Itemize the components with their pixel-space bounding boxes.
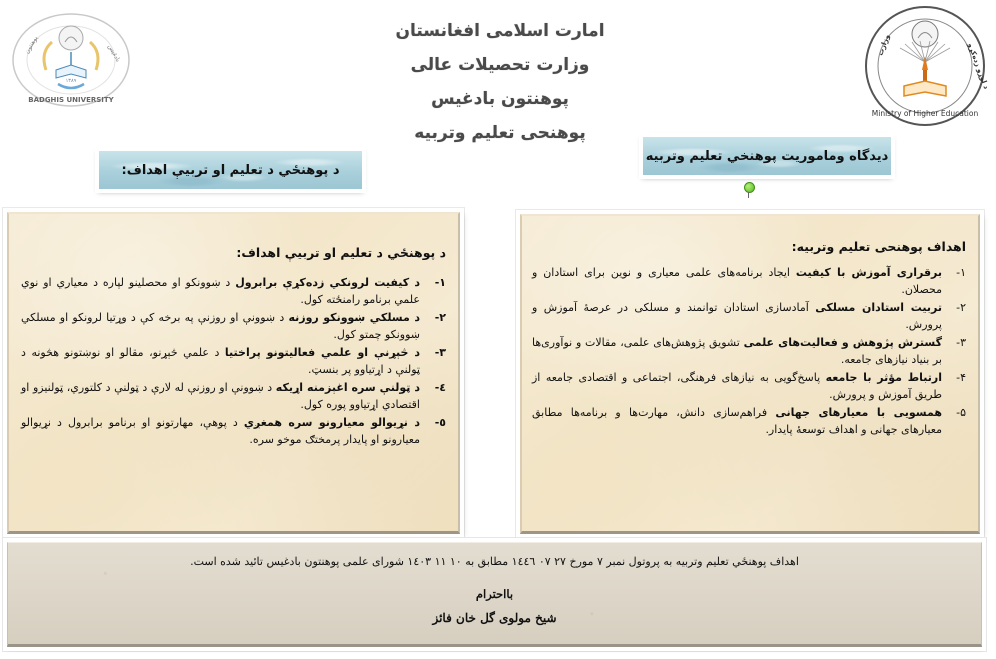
goal-number: ۳-: [956, 336, 966, 349]
connector-handle-icon[interactable]: [744, 182, 755, 193]
connector-line: [748, 192, 749, 198]
pashto-goals-title: د پوهنځي د تعلیم او تربیې اهداف:: [236, 245, 446, 260]
vision-mission-banner: [642, 136, 892, 176]
svg-text:۱۳۸۹: ۱۳۸۹: [65, 78, 77, 84]
list-item: [532, 369, 966, 403]
goal-description: د ښوونې او روزنې په برخه کې د وړتیا لرونکو او مسلکي ښوونکو چمتو کول.: [21, 311, 420, 341]
goal-number: ۱-: [956, 266, 966, 279]
goal-heading: برقراری آموزش با کیفیت: [795, 266, 942, 279]
goal-description: آمادسازی استادان توانمند و مسلکی در عرصهٔ آموزش و پرورش.: [532, 301, 942, 331]
dari-goals-title: اهداف پوهنحی تعلیم وتربیه:: [791, 239, 966, 254]
goal-number: ۲-: [956, 301, 966, 314]
list-item: [532, 334, 966, 368]
goal-heading: همسویی با معیارهای جهانی: [775, 406, 943, 419]
svg-text:BADGHIS UNIVERSITY: BADGHIS UNIVERSITY: [28, 96, 114, 104]
list-item: [21, 344, 446, 378]
svg-text:Ministry of Higher Education: Ministry of Higher Education: [871, 109, 979, 118]
header-emirate: امارت اسلامی افغانستان: [395, 21, 605, 41]
svg-text:وزارت: وزارت: [876, 33, 892, 57]
goal-description: پاسخ‌گویی به نیازهای فرهنگی، اجتماعی و اقتصادی جامعه از طریق آموزش و پرورش.: [532, 371, 942, 401]
goal-number: ۵-: [956, 406, 966, 419]
goal-description: تشویق پژوهش‌های علمی، مقالات و نوآوری‌ها بر بنیاد نیازهای جامعه.: [532, 336, 942, 366]
goal-heading: د کیفیت لرونکي زده‌کړې برابرول: [235, 276, 420, 289]
goal-number: ۲-: [434, 311, 446, 324]
goal-heading: ارتباط مؤثر با جامعه: [825, 371, 942, 384]
goal-heading: د ټولنې سره اغېزمنه اړیکه: [275, 381, 420, 394]
header-ministry: وزارت تحصیلات عالی: [410, 55, 590, 75]
pashto-goals-list: [21, 274, 446, 448]
list-item: [532, 404, 966, 438]
goal-description: د علمي څېړنو، مقالو او نوښتونو هڅونه د ټولنې د اړتیاوو پر بنسټ.: [21, 346, 420, 376]
list-item: [21, 414, 446, 448]
goal-description: د ښوونکو او محصلینو لپاره د معیاري او نوي علمي برنامو رامنځته کول.: [21, 276, 420, 306]
dari-goals-panel: [520, 214, 980, 534]
goal-description: د پوهې، مهارتونو او برنامو برابرول د نړیوالو معیارونو او پایدار پرمختګ موخو سره.: [21, 416, 420, 446]
list-item: [532, 264, 966, 298]
signer-name: شیخ مولوی گل خان فائز: [432, 611, 557, 625]
goal-number: ۴-: [956, 371, 966, 384]
regards-label: بااحترام: [475, 587, 514, 601]
goal-number: ۳-: [434, 346, 446, 359]
goal-heading: د نړیوالو معیارونو سره همغږي: [243, 416, 420, 429]
header-university: پوهنتون بادغیس: [431, 89, 569, 109]
list-item: [532, 299, 966, 333]
pashto-goals-panel: [7, 212, 460, 534]
goal-number: ٤-: [434, 381, 446, 394]
goal-description: ایجاد برنامه‌های علمی معیاری و نوین برای استادان و محصلان.: [532, 266, 942, 296]
ministry-of-higher-education-logo-icon: [860, 4, 990, 128]
list-item: [21, 309, 446, 343]
svg-text:بادغیس: بادغیس: [106, 43, 122, 64]
svg-text:د لوړو زده‌کړو: د لوړو زده‌کړو: [966, 41, 990, 91]
goal-heading: د مسلکي ښوونکو روزنه: [288, 311, 420, 324]
goal-number: ٥-: [434, 416, 446, 429]
list-item: [21, 274, 446, 308]
goal-heading: تربیت استادان مسلکی: [815, 301, 942, 314]
dari-goals-list: [532, 264, 966, 438]
goal-description: فراهم‌سازی دانش، مهارت‌ها و برنامه‌ها مطابق معیارهای جهانی و اهداف توسعهٔ پایدار.: [532, 406, 942, 436]
page-header: [370, 14, 630, 150]
pashto-goals-banner: [98, 150, 363, 190]
list-item: [21, 379, 446, 413]
pashto-goals-banner-label: د پوهنځي د تعلیم او تربیې اهداف:: [121, 162, 340, 178]
approval-statement: اهداف پوهنځي تعلیم وتربیه به پروتول نمبر ۷ مورخ ۲۷ ۰۷ ۱٤٤٦ مطابق به ۱۰ ۱۱ ۱٤۰۳ شورای علمی پوهنتون بادغیس تائید شده است.: [190, 555, 799, 568]
approval-footer: [7, 542, 982, 647]
goal-number: ۱-: [434, 276, 446, 289]
goal-heading: د څېړنې او علمي فعالیتونو پراختیا: [224, 346, 420, 359]
header-faculty: پوهنحی تعلیم وتربیه: [414, 123, 586, 143]
goal-heading: گسترش پژوهش و فعالیت‌های علمی: [743, 336, 942, 349]
badghis-university-logo-icon: [8, 10, 134, 110]
goal-description: د ښوونې او روزنې له لارې د ټولنې د کلتوري، ټولنیزو او اقتصادي اړتیاوو پوره کول.: [21, 381, 420, 411]
vision-mission-banner-label: دیدگاه وماموریت پوهنخي تعلیم وتربیه: [645, 148, 889, 164]
svg-text:پوهنتون: پوهنتون: [23, 34, 40, 55]
